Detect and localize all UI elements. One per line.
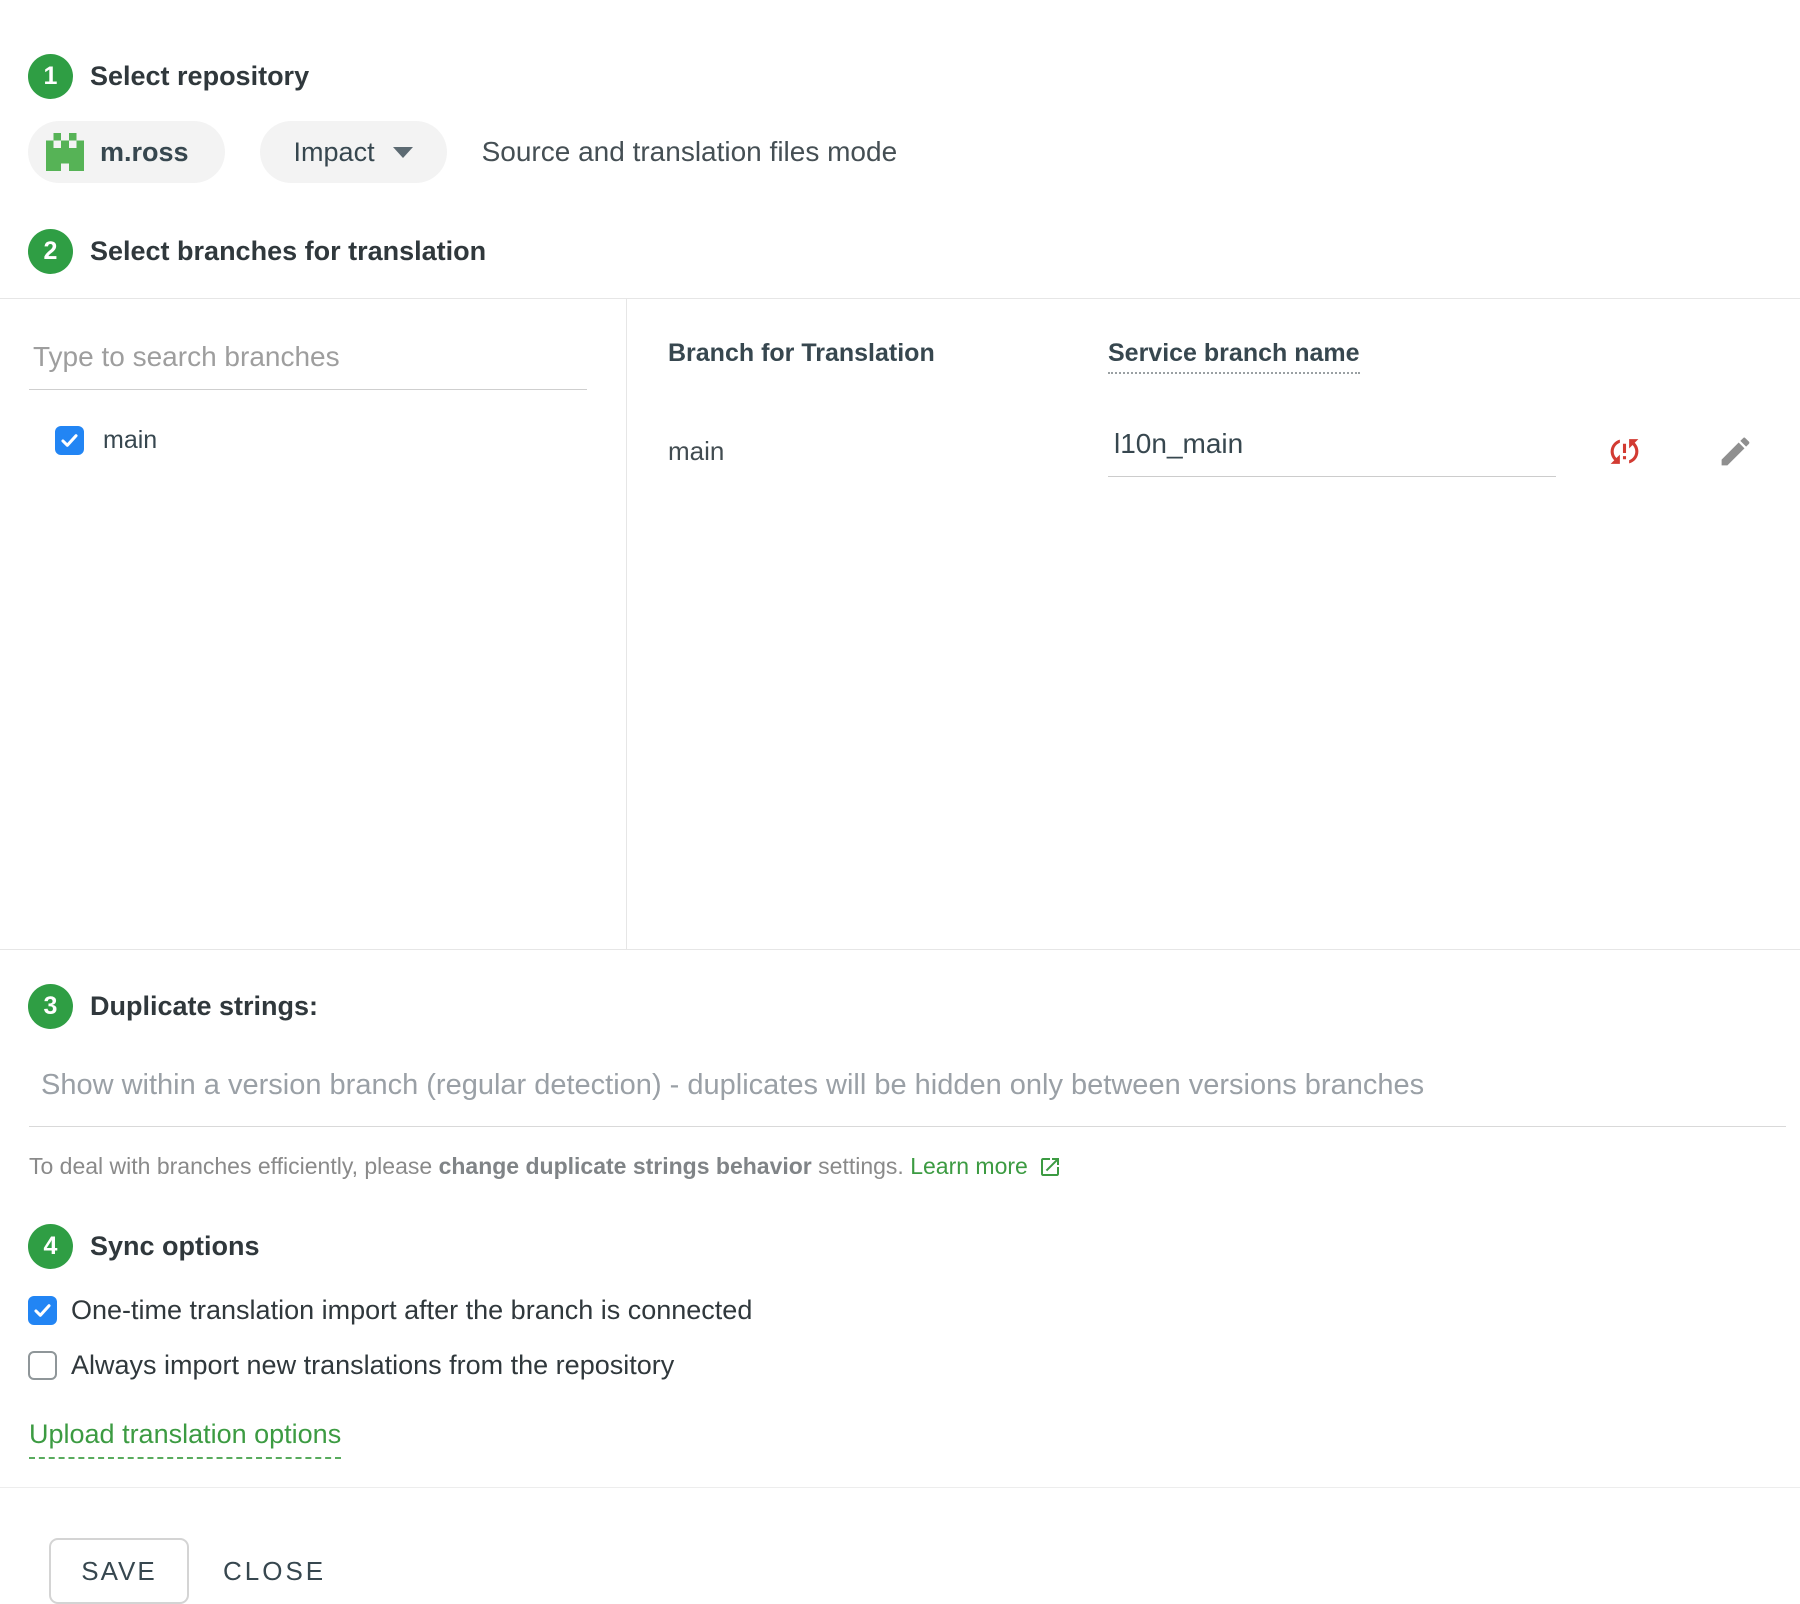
upload-translation-options-link[interactable]: Upload translation options [29,1419,341,1459]
sync-option-label: Always import new translations from the repository [71,1350,675,1380]
service-branch-input[interactable] [1108,426,1556,477]
sync-option-one-time[interactable] [28,1295,1800,1326]
sync-option-label: One-time translation import after the branch is connected [71,1295,753,1325]
branch-name-cell: main [668,436,725,466]
step2-header [0,229,1800,274]
branch-panels [0,298,1800,950]
step1-badge: 1 [28,54,73,99]
section-sync-options [0,1224,1800,1459]
files-mode-label: Source and translation files mode [481,136,898,167]
step3-badge: 3 [28,984,73,1029]
repository-chip[interactable] [28,121,225,183]
close-button[interactable]: CLOSE [223,1555,327,1586]
always-import-checkbox[interactable] [28,1351,57,1380]
help-text-suffix: settings. [811,1153,911,1179]
step1-header [0,54,1800,99]
project-name: Impact [293,136,375,167]
repository-name: m.ross [100,136,189,167]
section-select-branches [0,229,1800,950]
duplicate-strings-select[interactable]: Show within a version branch (regular detection) - duplicates will be hidden only between versions branches [29,1063,1786,1127]
column-service-branch-name[interactable]: Service branch name [1108,339,1360,374]
edit-pencil-icon[interactable] [1717,433,1754,470]
branch-search-input[interactable] [29,335,587,390]
column-branch-for-translation: Branch for Translation [668,339,935,367]
external-link-icon[interactable] [1038,1155,1062,1179]
repository-identicon-icon [46,133,84,171]
check-icon [59,430,80,451]
step4-badge: 4 [28,1224,73,1269]
branch-list-panel [0,299,627,949]
branch-table-header [668,339,1754,374]
step2-badge: 2 [28,229,73,274]
learn-more-link[interactable]: Learn more [910,1153,1028,1179]
dialog-footer [0,1487,1800,1604]
duplicate-strings-help [29,1153,1800,1180]
branch-table-row [668,426,1754,477]
branch-list-item[interactable] [29,426,586,455]
section-select-repository [0,0,1800,183]
check-icon [32,1300,53,1321]
step2-title: Select branches for translation [90,236,487,266]
step3-header [0,984,1800,1029]
branch-item-label: main [103,426,158,454]
save-button[interactable]: SAVE [49,1538,189,1604]
project-dropdown[interactable] [260,121,447,183]
chevron-down-icon [393,147,413,158]
step4-title: Sync options [90,1231,260,1261]
branch-table-panel [627,299,1800,949]
step4-header [0,1224,1800,1269]
help-text-prefix: To deal with branches efficiently, please [29,1153,439,1179]
sync-problem-icon[interactable] [1606,433,1643,470]
step1-title: Select repository [90,61,310,91]
repository-row [28,121,1800,183]
one-time-import-checkbox[interactable] [28,1296,57,1325]
branch-checkbox[interactable] [55,426,84,455]
help-text-bold: change duplicate strings behavior [438,1153,812,1179]
sync-option-always-import[interactable] [28,1350,1800,1381]
section-duplicate-strings [0,984,1800,1180]
step3-title: Duplicate strings: [90,991,319,1021]
